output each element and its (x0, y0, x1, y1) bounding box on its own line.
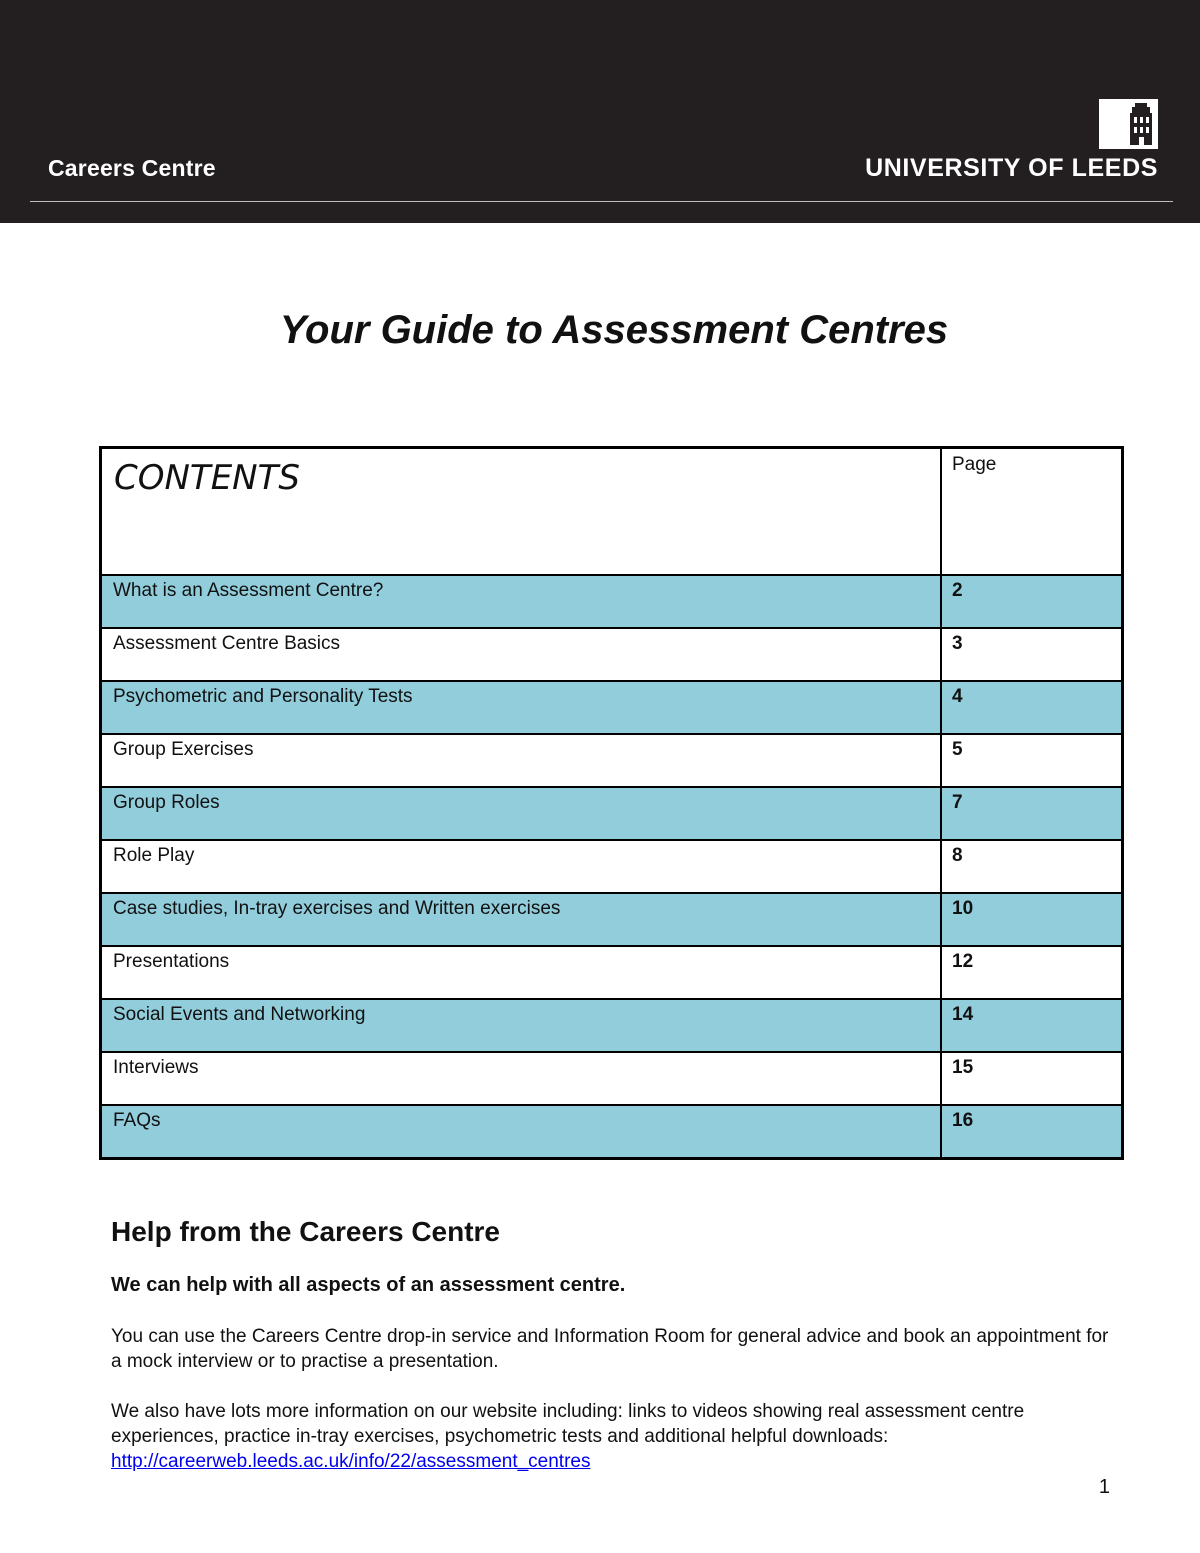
contents-row-page: 12 (941, 946, 1123, 999)
contents-row-label: Presentations (101, 946, 942, 999)
contents-row-label: Group Exercises (101, 734, 942, 787)
contents-row-label: Group Roles (101, 787, 942, 840)
contents-row-label: Interviews (101, 1052, 942, 1105)
contents-row-page: 8 (941, 840, 1123, 893)
page-header-banner (0, 0, 1200, 223)
help-heading: Help from the Careers Centre (111, 1216, 501, 1247)
contents-row-label: Psychometric and Personality Tests (101, 681, 942, 734)
contents-row-label: Social Events and Networking (101, 999, 942, 1052)
contents-row (101, 1105, 1123, 1159)
document-title: Your Guide to Assessment Centres (279, 308, 949, 352)
contents-row (101, 893, 1123, 946)
contents-row (101, 575, 1123, 628)
contents-row-page: 15 (941, 1052, 1123, 1105)
help-paragraph-website-text: We also have lots more information on our website including: links to videos showing real assessment centre experiences, practice in-tray exercises, psychometric tests and additional helpful downloads: (111, 1401, 1025, 1447)
contents-row (101, 946, 1123, 999)
department-name: Careers Centre (48, 155, 216, 181)
contents-row (101, 628, 1123, 681)
contents-row-page: 10 (941, 893, 1123, 946)
contents-row-page: 4 (941, 681, 1123, 734)
help-subheading: We can help with all aspects of an assessment centre. (111, 1274, 626, 1296)
help-paragraph-website (111, 1399, 1111, 1474)
assessment-centres-link[interactable]: http://careerweb.leeds.ac.uk/info/22/assessment_centres (111, 1451, 591, 1472)
header-divider (30, 201, 1173, 202)
contents-row (101, 681, 1123, 734)
contents-row (101, 840, 1123, 893)
page-column-header: Page (941, 448, 1123, 576)
contents-header-row (101, 448, 1123, 576)
contents-row (101, 999, 1123, 1052)
contents-row-page: 2 (941, 575, 1123, 628)
help-paragraph-dropin: You can use the Careers Centre drop-in service and Information Room for general advice and book an appointment for a mock interview or to practise a presentation. (111, 1326, 1109, 1372)
university-tower-logo-icon (1099, 99, 1158, 149)
contents-row-page: 3 (941, 628, 1123, 681)
contents-row-label: Assessment Centre Basics (101, 628, 942, 681)
contents-row (101, 787, 1123, 840)
contents-row-label: What is an Assessment Centre? (101, 575, 942, 628)
university-name: UNIVERSITY OF LEEDS (865, 154, 1158, 182)
contents-row-page: 16 (941, 1105, 1123, 1159)
page-number: 1 (1098, 1476, 1110, 1498)
contents-row-page: 7 (941, 787, 1123, 840)
contents-heading: CONTENTS (101, 448, 942, 576)
contents-row-page: 14 (941, 999, 1123, 1052)
contents-table (99, 446, 1124, 1160)
contents-row-label: Role Play (101, 840, 942, 893)
contents-row (101, 1052, 1123, 1105)
contents-row-label: Case studies, In-tray exercises and Written exercises (101, 893, 942, 946)
contents-row-page: 5 (941, 734, 1123, 787)
contents-row (101, 734, 1123, 787)
contents-row-label: FAQs (101, 1105, 942, 1159)
